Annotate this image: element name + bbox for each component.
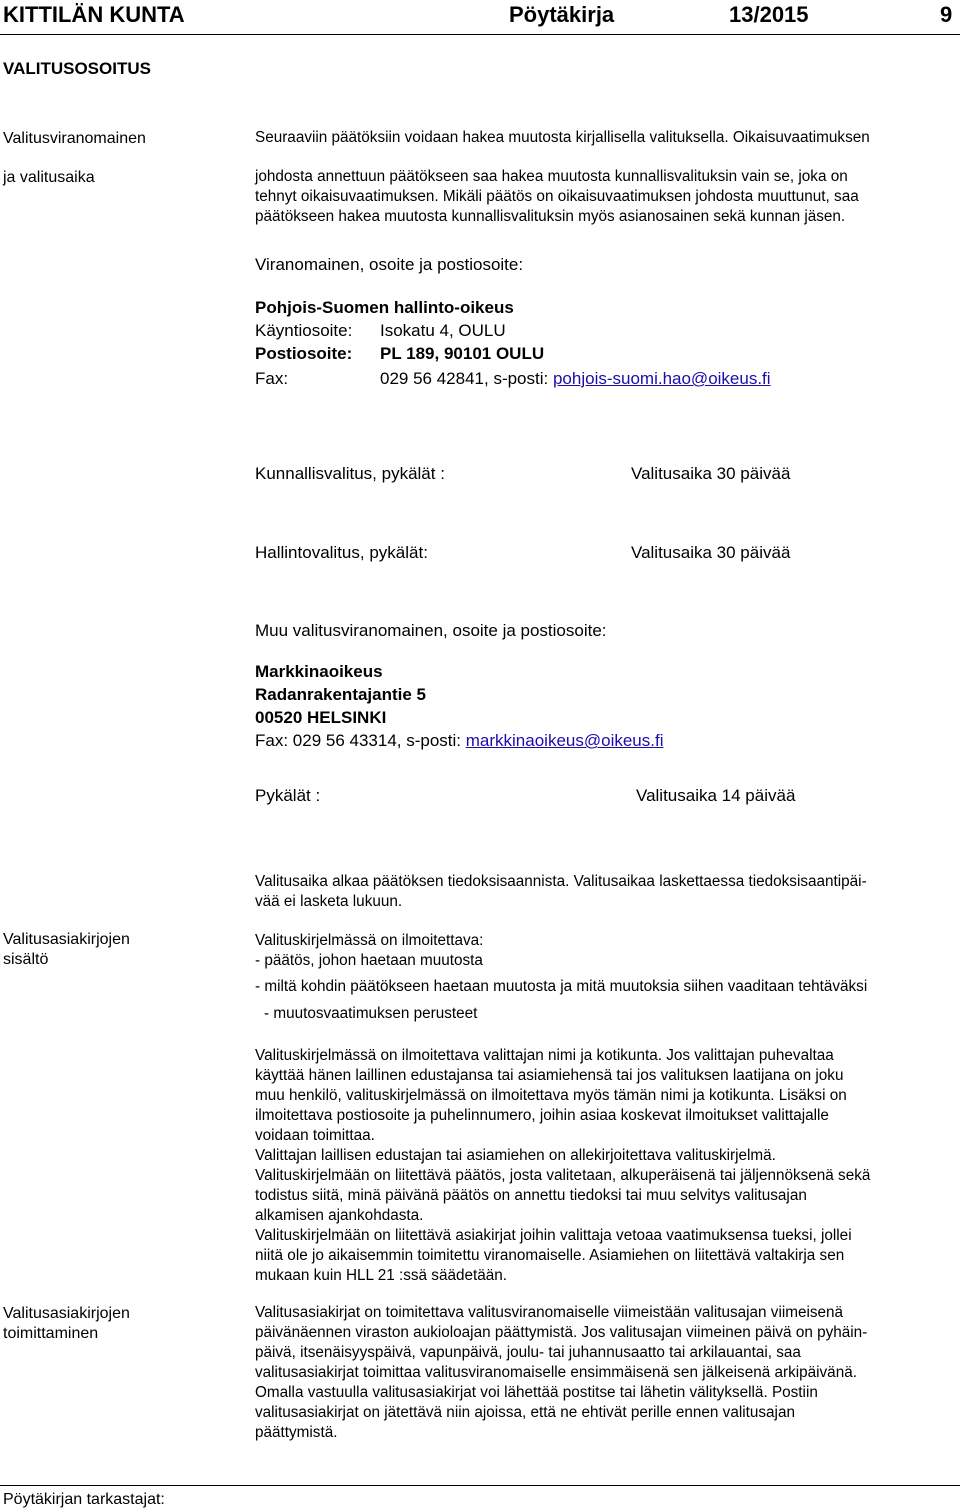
- admin-appeal-label: Hallintovalitus, pykälät:: [255, 543, 428, 562]
- contents-heading: Valituskirjelmässä on ilmoitettava:: [255, 932, 484, 949]
- document-type: Pöytäkirja: [509, 2, 615, 27]
- paragraph-line: voidaan toimittaa.: [255, 1127, 375, 1144]
- paragraph-line: mukaan kuin HLL 21 :ssä säädetään.: [255, 1267, 507, 1284]
- side-label-documents-2: Valitusasiakirjojen: [3, 1305, 130, 1322]
- municipal-appeal-time: Valitusaika 30 päivää: [631, 464, 791, 483]
- footer-label: Pöytäkirjan tarkastajat:: [3, 1491, 165, 1508]
- visit-address-value: Isokatu 4, OULU: [380, 321, 506, 340]
- paragraph-line: Valituskirjelmään on liitettävä päätös, josta valitetaan, alkuperäisenä tai jäljennöksenä sekä: [255, 1167, 871, 1184]
- contents-item-grounds: - muutosvaatimuksen perusteet: [264, 1005, 478, 1022]
- market-court-name: Markkinaoikeus: [255, 662, 383, 681]
- paragraph-line: niitä ole jo aikaisemmin toimitettu viranomaiselle. Asiamiehen on liitettävä valtakirja sen: [255, 1247, 845, 1264]
- paragraph-line: valitusasiakirjat toimittaa valitusviranomaiselle ensimmäisenä sen jälkeisenä arkipäivänä.: [255, 1364, 857, 1381]
- fax-line: [380, 367, 771, 390]
- authority-heading: Viranomainen, osoite ja postiosoite:: [255, 255, 524, 274]
- paragraph-line: päivä, itsenäisyyspäivä, vapunpäivä, joulu- tai juhannusaatto tai arkilauantai, saa: [255, 1344, 801, 1361]
- paragraph-line: muu henkilö, valituskirjelmässä on ilmoitettava myös tämän nimi ja kotikunta. Lisäksi on: [255, 1087, 847, 1104]
- fax-label: Fax:: [255, 369, 289, 388]
- document-number: 13/2015: [729, 2, 809, 27]
- paragraph-line: päättymistä.: [255, 1424, 338, 1441]
- court-email-link[interactable]: pohjois-suomi.hao@oikeus.fi: [552, 369, 771, 388]
- side-label-documents: Valitusasiakirjojen: [3, 931, 130, 948]
- market-fax-value: Fax: 029 56 43314, s-posti:: [255, 731, 466, 750]
- intro-line: Seuraaviin päätöksiin voidaan hakea muutosta kirjallisella valituksella. Oikaisuvaatimuksen: [255, 129, 870, 146]
- page-number: 9: [940, 2, 953, 27]
- page-title: VALITUSOSOITUS: [3, 59, 151, 78]
- paragraph-line: tehnyt oikaisuvaatimuksen. Mikäli päätös on oikaisuvaatimuksen johdosta muuttunut, saa: [255, 188, 859, 205]
- contents-item-changes: - miltä kohdin päätökseen haetaan muutosta ja mitä muutoksia siihen vaaditaan tehtäväksi: [255, 978, 868, 995]
- visit-address-label: Käyntiosoite:: [255, 321, 353, 340]
- other-authority-heading: Muu valitusviranomainen, osoite ja postiosoite:: [255, 621, 607, 640]
- municipality-name: KITTILÄN KUNTA: [3, 2, 185, 27]
- footer-divider: [0, 1485, 960, 1486]
- paragraph-line: käyttää hänen laillinen edustajansa tai asiamiehensä tai jos valituksen laatijana on joku: [255, 1067, 844, 1084]
- paragraph-line: todistus siitä, minä päivänä päätös on annettu tiedoksi tai muu selvitys valitusajan: [255, 1187, 807, 1204]
- paragraph-line: Valittajan laillisen edustajan tai asiamiehen on allekirjoitettava valituskirjelmä.: [255, 1147, 776, 1164]
- paragraph-line: Valitusaika alkaa päätöksen tiedoksisaannista. Valitusaikaa laskettaessa tiedoksisaantipäi-: [255, 873, 867, 890]
- market-court-street: Radanrakentajantie 5: [255, 685, 427, 704]
- side-label-appeal-period: ja valitusaika: [3, 169, 95, 186]
- paragraph-line: päivänäennen viraston aukioloajan päättymistä. Jos valitusajan viimeinen päivä on pyhäin-: [255, 1324, 868, 1341]
- paragraph-line: valitusasiakirjat on jätettävä niin ajoissa, että ne ehtivät perille ennen valitusajan: [255, 1404, 795, 1421]
- appeal-start-note: [255, 872, 955, 912]
- sections-appeal-time: Valitusaika 14 päivää: [636, 786, 796, 805]
- paragraph-line: Valitusasiakirjat on toimitettava valitusviranomaiselle viimeistään valitusajan viimeisenä: [255, 1304, 844, 1321]
- postal-address-value: PL 189, 90101 OULU: [380, 344, 545, 363]
- paragraph-line: päätökseen hakea muutosta kunnallisvalituksin myös asianosainen sekä kunnan jäsen.: [255, 208, 846, 225]
- market-court-city: 00520 HELSINKI: [255, 708, 387, 727]
- fax-value: 029 56 42841, s-posti:: [380, 369, 553, 388]
- delivery-paragraph: [255, 1303, 955, 1443]
- contents-paragraph: [255, 1046, 955, 1286]
- municipal-appeal-label: Kunnallisvalitus, pykälät :: [255, 464, 445, 483]
- paragraph-line: alkamisen ajankohdasta.: [255, 1207, 424, 1224]
- side-label-contents: sisältö: [3, 951, 49, 968]
- paragraph-line: ilmoitettava postiosoite ja puhelinnumero, joihin asiaa koskevat ilmoitukset valittajalle: [255, 1107, 829, 1124]
- sections-label: Pykälät :: [255, 786, 321, 805]
- postal-address-label: Postiosoite:: [255, 344, 353, 363]
- admin-appeal-time: Valitusaika 30 päivää: [631, 543, 791, 562]
- court-name: Pohjois-Suomen hallinto-oikeus: [255, 298, 514, 317]
- side-label-authority: Valitusviranomainen: [3, 130, 146, 147]
- appeal-intro-paragraph: [255, 167, 955, 227]
- market-court-email-link[interactable]: markkinaoikeus@oikeus.fi: [465, 731, 664, 750]
- side-label-delivery: toimittaminen: [3, 1325, 99, 1342]
- paragraph-line: Valituskirjelmässä on ilmoitettava valittajan nimi ja kotikunta. Jos valittajan puhevaltaa: [255, 1047, 834, 1064]
- contents-item-decision: - päätös, johon haetaan muutosta: [255, 952, 483, 969]
- paragraph-line: vää ei lasketa lukuun.: [255, 893, 403, 910]
- paragraph-line: Omalla vastuulla valitusasiakirjat voi lähettää postitse tai lähetin välityksellä. Postiin: [255, 1384, 818, 1401]
- paragraph-line: Valituskirjelmään on liitettävä asiakirjat joihin valittaja vetoaa vaatimuksensa tueksi, jollei: [255, 1227, 852, 1244]
- header-divider: [0, 34, 960, 35]
- market-court-contact: [255, 729, 663, 752]
- paragraph-line: johdosta annettuun päätökseen saa hakea muutosta kunnallisvalituksin vain se, joka on: [255, 168, 848, 185]
